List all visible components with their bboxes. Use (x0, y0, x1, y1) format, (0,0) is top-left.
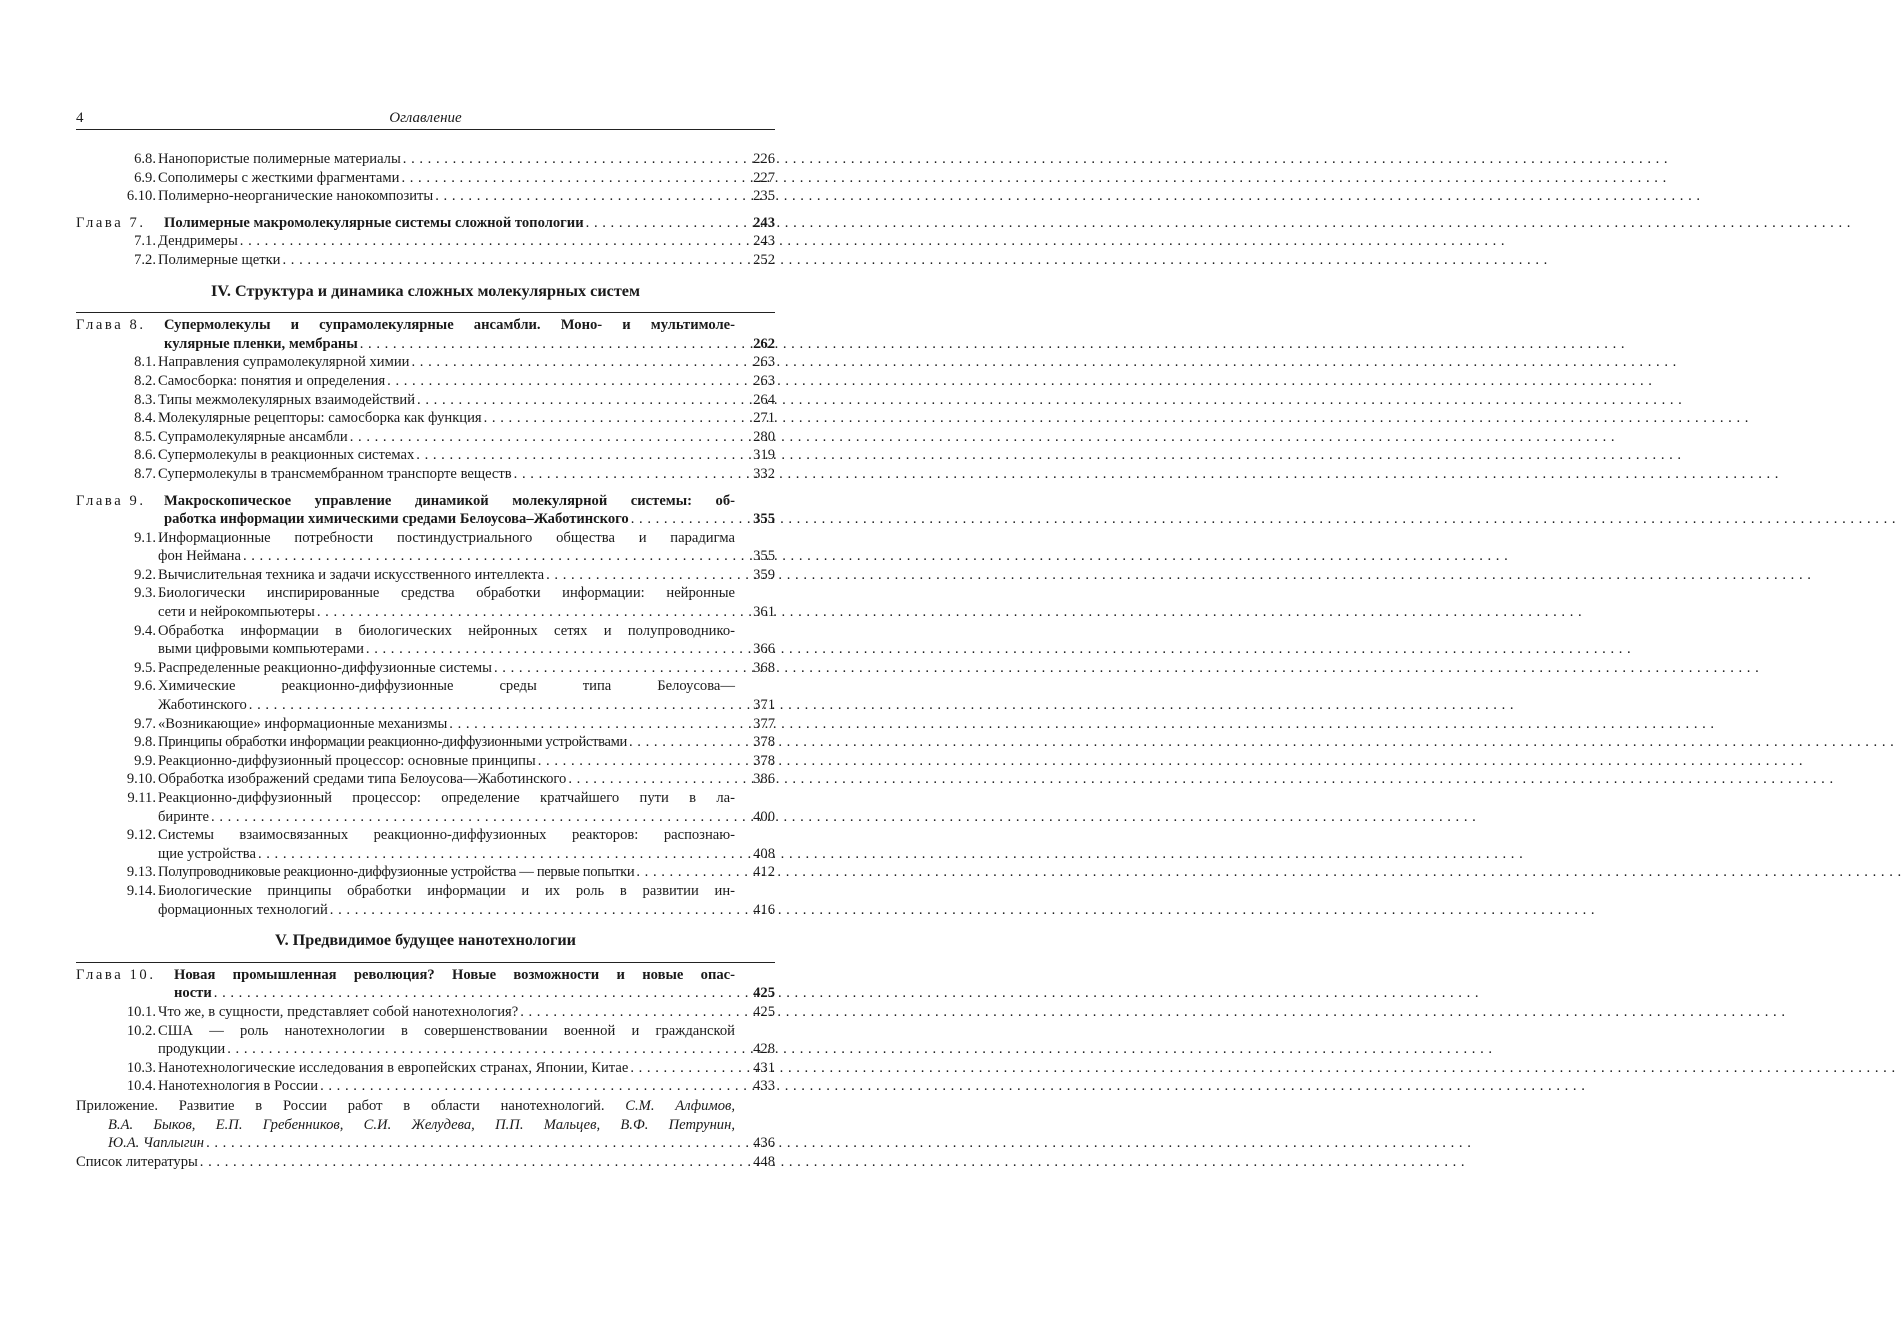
toc-entry-9-4[interactable]: 9.4. Обработка информации в биологических нейронных сетях и полупроводнико- выми цифровыми компьютерами . . . 366 (76, 622, 775, 659)
toc-entry-10-2[interactable]: 10.2. США — роль нанотехнологии в совершенствовании военной и гражданской продукции . . . 428 (76, 1022, 775, 1059)
header-rule (76, 129, 775, 130)
toc-entry-9-12[interactable]: 9.12. Системы взаимосвязанных реакционно-диффузионных реакторов: распознаю- щие устройства . . . 408 (76, 826, 775, 863)
toc-entry-9-3[interactable]: 9.3. Биологически инспирированные средства обработки информации: нейронные сети и нейрокомпьютеры . . . 361 (76, 584, 775, 621)
toc-chapter-8[interactable]: Глава 8. Супермолекулы и супрамолекулярные ансамбли. Моно- и мультимоле- кулярные пленки, мембраны . . . 262 (76, 316, 775, 353)
toc-entry-9-10[interactable]: 9.10. Обработка изображений средами типа Белоусова—Жаботинского . . . 386 (76, 770, 775, 789)
toc-chapter-10[interactable]: Глава 10. Новая промышленная революция? Новые возможности и новые опас- ности . . . 425 (76, 966, 775, 1003)
toc-entry-7-2[interactable]: 7.2. Полимерные щетки . . . 252 (76, 251, 775, 270)
toc-entry-9-1[interactable]: 9.1. Информационные потребности постиндустриального общества и парадигма фон Неймана . . . 355 (76, 529, 775, 566)
toc-entry-9-2[interactable]: 9.2. Вычислительная техника и задачи искусственного интеллекта . . . 359 (76, 566, 775, 585)
toc-entry-6-8[interactable]: 6.8. Нанопористые полимерные материалы . . . 226 (76, 150, 775, 169)
toc-entry-9-9[interactable]: 9.9. Реакционно-диффузионный процессор: основные принципы . . . 378 (76, 752, 775, 771)
toc-chapter-9[interactable]: Глава 9. Макроскопическое управление динамикой молекулярной системы: об- работка информации химическими средами Белоусова–Жаботинского . . . 355 (76, 492, 775, 529)
toc-entry-6-10[interactable]: 6.10. Полимерно-неорганические нанокомпозиты . . . 235 (76, 187, 775, 206)
page-title: Оглавление (389, 110, 462, 126)
toc-entry-9-5[interactable]: 9.5. Распределенные реакционно-диффузионные системы . . . 368 (76, 659, 775, 678)
toc-entry-7-1[interactable]: 7.1. Дендримеры . . . 243 (76, 232, 775, 251)
running-head (76, 108, 775, 128)
toc-entry-8-1[interactable]: 8.1. Направления супрамолекулярной химии . . . 263 (76, 353, 775, 372)
toc-entry-9-11[interactable]: 9.11. Реакционно-диффузионный процессор: определение кратчайшего пути в ла- биринте . . . 400 (76, 789, 775, 826)
toc-entry-8-2[interactable]: 8.2. Самосборка: понятия и определения . . . 263 (76, 372, 775, 391)
toc-entry-9-13[interactable]: 9.13. Полупроводниковые реакционно-диффузионные устройства — первые попытки . . . 412 (76, 863, 775, 882)
toc-entry-10-4[interactable]: 10.4. Нанотехнология в России . . . 433 (76, 1077, 775, 1096)
part-rule (76, 312, 775, 313)
toc-entry-6-9[interactable]: 6.9. Сополимеры с жесткими фрагментами . . . 227 (76, 169, 775, 188)
table-of-contents (76, 150, 775, 1171)
toc-entry-9-14[interactable]: 9.14. Биологические принципы обработки информации и их роль в развитии ин- формационных технологий . . . 416 (76, 882, 775, 919)
toc-entry-10-3[interactable]: 10.3. Нанотехнологические исследования в европейских странах, Японии, Китае . . . 431 (76, 1059, 775, 1078)
part-heading-5: V. Предвидимое будущее нанотехнологии (274, 931, 576, 950)
part-rule (76, 962, 775, 963)
toc-entry-9-8[interactable]: 9.8. Принципы обработки информации реакционно-диффузионными устройствами . . . 378 (76, 733, 775, 752)
toc-appendix[interactable]: Приложение. Развитие в России работ в области нанотехнологий. С.М. Алфимов, В.А. Быков, Е.П. Гребенников, С.И. Желудева, П.П. Мальцев, В.Ф. Петрунин, Ю.А. Чаплыгин . . . 436 (76, 1097, 775, 1153)
toc-entry-8-5[interactable]: 8.5. Супрамолекулярные ансамбли . . . 280 (76, 428, 775, 447)
toc-entry-8-7[interactable]: 8.7. Супермолекулы в трансмембранном транспорте веществ . . . 332 (76, 465, 775, 484)
toc-entry-8-3[interactable]: 8.3. Типы межмолекулярных взаимодействий . . . 264 (76, 391, 775, 410)
toc-entry-9-6[interactable]: 9.6. Химические реакционно-диффузионные среды типа Белоусова— Жаботинского . . . 371 (76, 677, 775, 714)
page-number: 4 (76, 110, 84, 126)
toc-entry-10-1[interactable]: 10.1. Что же, в сущности, представляет собой нанотехнология? . . . 425 (76, 1003, 775, 1022)
toc-page (76, 108, 775, 1170)
toc-entry-9-7[interactable]: 9.7. «Возникающие» информационные механизмы . . . 377 (76, 715, 775, 734)
toc-entry-8-4[interactable]: 8.4. Молекулярные рецепторы: самосборка как функция . . . 271 (76, 409, 775, 428)
toc-references[interactable]: Список литературы . . . 448 (76, 1153, 775, 1172)
part-heading-4: IV. Структура и динамика сложных молекулярных систем (210, 281, 641, 300)
toc-entry-8-6[interactable]: 8.6. Супермолекулы в реакционных системах . . . 319 (76, 446, 775, 465)
toc-chapter-7[interactable]: Глава 7. Полимерные макромолекулярные системы сложной топологии . . . 243 (76, 214, 775, 233)
